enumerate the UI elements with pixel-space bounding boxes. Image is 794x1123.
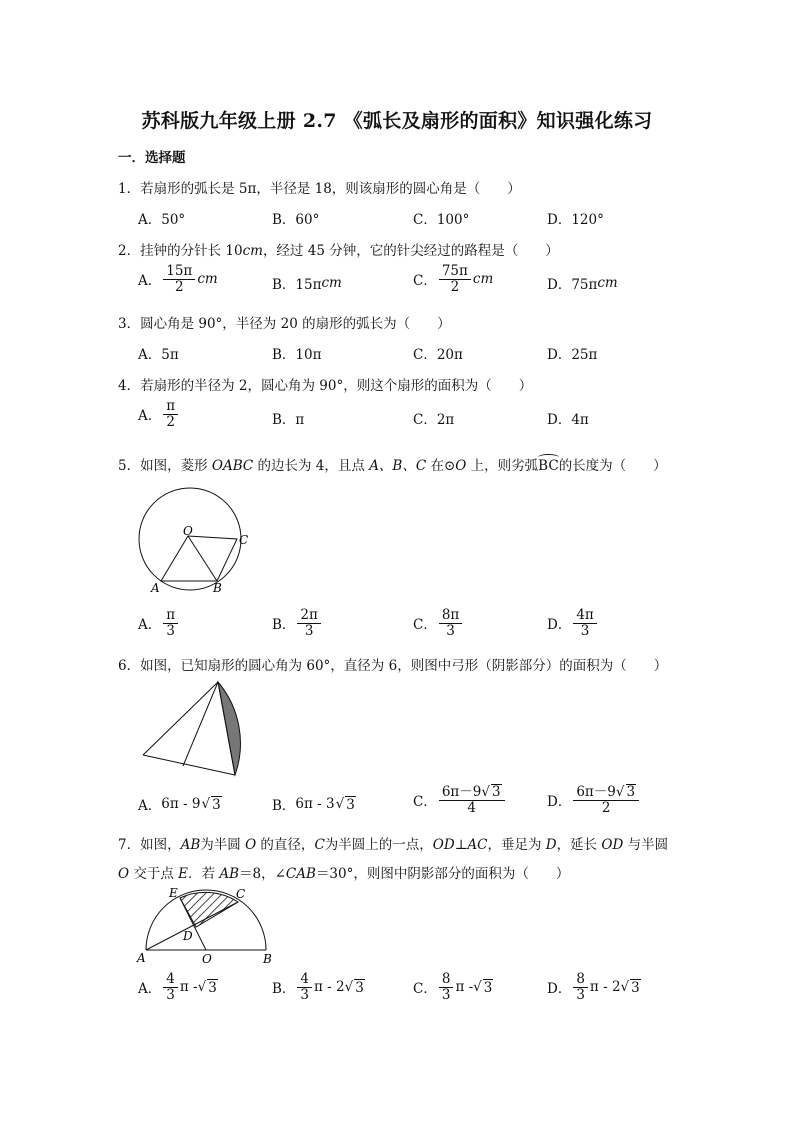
question-4: 4．若扇形的半径为 2，圆心角为 90°，则这个扇形的面积为（ ） [118, 378, 533, 394]
q5-points: A、B、C [369, 458, 427, 474]
q5-text-e: 的长度为（ ） [558, 458, 667, 474]
q6-option-c-label: C． [413, 793, 437, 810]
q6-option-c [413, 784, 507, 816]
q7-label-d: D [183, 929, 193, 943]
q5-option-d-label: D． [547, 617, 572, 634]
q6-option-d-fraction [573, 784, 639, 816]
q6-option-c-rad: 3 [492, 784, 501, 800]
q2-option-a-label: A． [138, 273, 162, 290]
q2-option-a-fraction [163, 264, 195, 295]
q5-arc-label: BC [538, 458, 559, 474]
q5-option-a-fraction [163, 608, 178, 639]
q7-option-a-num: 4 [163, 972, 178, 988]
page-title: 苏科版九年级上册 2.7 《弧长及扇形的面积》知识强化练习 [141, 110, 653, 132]
q7-option-a: A． $\frac{4}{3}$ π - √ 3 [138, 971, 217, 1003]
q6-option-b-rad: 3 [346, 796, 355, 813]
q2-option-a-den: 2 [174, 278, 184, 295]
q7-text-c: 的直径， [256, 837, 315, 853]
q5-text-d: 上，则劣弧 [466, 458, 539, 474]
q6-option-d-label: D． [547, 793, 572, 810]
q7-label-c: C [236, 887, 246, 901]
q5-label-o: O [183, 524, 193, 538]
q7-option-b-rad: 3 [355, 979, 364, 996]
q4-option-d: D．4π [547, 412, 589, 428]
q7-option-b-den: 3 [300, 986, 310, 1003]
q2-option-b-unit: cm [321, 275, 342, 291]
q3-option-d: D．25π [547, 347, 598, 363]
q6-option-a: A． 6π - 9 √ 3 [138, 796, 221, 814]
q5-option-c-label: C． [413, 617, 437, 634]
q7-text-e: ，垂足为 [487, 837, 546, 853]
q7-text-d: 为半圆上的一点， [324, 837, 433, 853]
q7-option-d-fraction [573, 972, 588, 1003]
q5-text-c: 在⊙ [426, 458, 456, 474]
q2-option-c-den: 2 [450, 278, 460, 295]
q2-text-b: ，经过 45 分钟，它的针尖经过的路程是（ ） [262, 243, 559, 259]
q4-option-a-num: π [163, 399, 178, 415]
q7-option-b: B． $\frac{4}{3}$ π - 2 √ 3 [272, 971, 364, 1003]
q7-option-a-rad: 3 [208, 979, 217, 996]
q7-option-c-den: 3 [441, 986, 451, 1003]
q5-text-a: 5．如图，菱形 [118, 458, 212, 474]
q7-option-c-rad: 3 [483, 979, 493, 996]
q7-text-j: ＝8，∠ [239, 866, 286, 882]
q4-option-a-label: A． [138, 408, 162, 425]
q5-option-a-den: 3 [166, 622, 175, 639]
question-7-line-2 [118, 862, 569, 882]
q4-option-a-fraction [163, 399, 178, 430]
q7-option-a-label: A． [138, 981, 162, 998]
q2-option-a-unit: cm [197, 271, 218, 288]
q3-option-a: A．5π [138, 347, 179, 363]
q7-od2: OD [601, 837, 624, 853]
q6-figure [140, 680, 250, 780]
q5-text-b: 的边长为 4，且点 [253, 458, 370, 474]
q6-option-d-num: 6π－9√ 3 [573, 784, 639, 801]
q5-option-b-den: 3 [304, 622, 314, 639]
q2-text-a: 2．挂钟的分针长 10 [118, 243, 243, 259]
q7-text-f: ，延长 [556, 837, 602, 853]
q5-option-c [413, 608, 464, 639]
q7-option-a-rest: π - [179, 979, 198, 996]
q7-ac: AC [467, 837, 488, 853]
q6-shaded-segment [218, 682, 240, 775]
q2-option-d-unit: cm [597, 275, 618, 291]
q7-option-b-label: B． [272, 981, 296, 998]
q6-base [143, 755, 235, 775]
q5-option-a-num: π [163, 608, 178, 624]
q7-label-a: A [137, 951, 146, 965]
q7-text-g: 与半圆 [623, 837, 669, 853]
q5-option-c-fraction [439, 608, 462, 639]
q5-option-c-num: 8π [439, 608, 462, 624]
q6-median [183, 682, 218, 766]
q6-option-d-rad: 3 [626, 784, 636, 800]
q7-option-d-num: 8 [573, 972, 588, 988]
q7-perp: ⊥ [454, 837, 468, 853]
q1-option-a: A．50° [138, 212, 186, 228]
question-5 [118, 454, 667, 474]
q2-option-c [413, 264, 493, 295]
q5-figure [133, 488, 253, 596]
q6-option-a-expr: 6π - 9 [161, 796, 201, 812]
q2-unit: cm [242, 243, 263, 259]
question-3: 3．圆心角是 90°，半径为 20 的扇形的弧长为（ ） [118, 316, 451, 332]
q6-option-a-label: A． [138, 798, 162, 814]
q2-option-d [547, 273, 618, 293]
q7-option-b-fraction [297, 972, 312, 1003]
q7-text-h: 交于点 [129, 866, 179, 882]
q2-option-c-label: C． [413, 273, 437, 290]
q6-option-b-label: B． [272, 798, 296, 814]
q6-option-c-fraction [439, 784, 505, 816]
q5-option-c-den: 3 [446, 622, 455, 639]
q7-figure [136, 886, 276, 966]
q7-option-c: C． $\frac{8}{3}$ π - √ 3 [413, 971, 493, 1003]
q6-option-b-expr: 6π - 3 [295, 796, 335, 812]
q7-label-e: E [169, 886, 178, 900]
q7-text-k: ＝30°，则图中阴影部分的面积为（ ） [315, 866, 570, 882]
q7-option-d-label: D． [547, 981, 572, 998]
q7-cab: CAB [285, 866, 316, 882]
q7-d: D [545, 837, 557, 853]
q7-label-o: O [202, 952, 212, 966]
q7-option-d: D． $\frac{8}{3}$ π - 2 √ 3 [547, 971, 640, 1003]
q6-sector-edge-left [143, 682, 218, 755]
q5-label-a: A [151, 581, 160, 595]
q7-e: E [178, 866, 189, 882]
q5-option-d [547, 608, 599, 639]
q7-option-c-label: C． [413, 981, 437, 998]
q7-option-d-den: 3 [576, 986, 585, 1003]
q6-option-d [547, 784, 641, 816]
q6-option-b: B． 6π - 3 √ 3 [272, 796, 355, 814]
question-2 [118, 239, 559, 259]
q6-option-c-den: 4 [467, 799, 477, 816]
q2-option-c-unit: cm [472, 271, 494, 288]
q7-option-c-num: 8 [439, 972, 454, 988]
q7-option-b-num: 4 [297, 972, 312, 988]
q6-option-d-den: 2 [601, 799, 611, 816]
q5-circle-o: O [455, 458, 467, 474]
q7-option-b-rest: π - 2 [314, 979, 345, 996]
question-1: 1．若扇形的弧长是 5π，半径是 18，则该扇形的圆心角是（ ） [118, 181, 521, 197]
q4-option-c: C．2π [413, 412, 455, 428]
q2-option-c-fraction [439, 264, 471, 295]
q5-option-b [272, 608, 323, 639]
q5-shape: OABC [211, 458, 254, 474]
q5-rhombus [161, 536, 237, 581]
q7-ab2: AB [219, 866, 239, 882]
q5-option-b-num: 2π [297, 608, 320, 624]
q7-option-d-rad: 3 [631, 979, 640, 996]
q7-text-i: ．若 [188, 866, 220, 882]
section-heading: 一．选择题 [118, 150, 186, 166]
q5-diagonal [188, 536, 217, 581]
q5-label-c: C [239, 533, 249, 547]
q1-option-b: B．60° [272, 212, 320, 228]
q2-option-b-text: B．15π [272, 277, 322, 293]
q5-option-a-label: A． [138, 617, 162, 634]
q4-option-a [138, 399, 180, 430]
q4-option-a-den: 2 [166, 413, 175, 430]
q1-option-c: C．100° [413, 212, 470, 228]
q5-option-b-label: B． [272, 617, 296, 634]
q4-option-b: B．π [272, 412, 305, 428]
q5-option-a [138, 608, 180, 639]
q5-option-b-fraction [297, 608, 320, 639]
q7-text-a: 7．如图， [118, 837, 181, 853]
q7-shaded-region [180, 892, 238, 927]
q7-label-b: B [263, 952, 272, 966]
q7-option-c-rest: π - [455, 979, 474, 996]
q7-option-d-rest: π - 2 [589, 979, 621, 996]
q5-option-d-den: 3 [580, 622, 590, 639]
q6-option-d-num-expr: 6π－9 [576, 784, 616, 800]
q5-option-d-fraction [573, 608, 596, 639]
q7-o: O [245, 837, 257, 853]
q7-ab: AB [180, 837, 201, 853]
question-6: 6．如图，已知扇形的圆心角为 60°，直径为 6，则图中弓形（阴影部分）的面积为（ ） [118, 658, 668, 674]
q6-option-a-rad: 3 [212, 796, 221, 813]
q2-option-c-num: 75π [439, 264, 471, 280]
q5-label-b: B [213, 581, 222, 595]
q6-option-c-num-expr: 6π－9 [441, 784, 482, 800]
q2-option-a-num: 15π [163, 264, 195, 280]
q7-od: OD [432, 837, 455, 853]
q5-option-d-num: 4π [573, 608, 596, 624]
q7-option-a-den: 3 [166, 986, 175, 1003]
q7-o2: O [118, 866, 130, 882]
q3-option-c: C．20π [413, 347, 463, 363]
q7-c: C [314, 837, 325, 853]
q2-option-a [138, 264, 218, 295]
q7-option-a-fraction [163, 972, 178, 1003]
q7-option-c-fraction [439, 972, 454, 1003]
question-7-line-1 [118, 833, 668, 853]
q2-option-d-text: D．75π [547, 277, 598, 293]
q2-option-b [272, 273, 342, 293]
q6-option-c-num: 6π－9√ 3 [439, 784, 505, 801]
q1-option-d: D．120° [547, 212, 604, 228]
q3-option-b: B．10π [272, 347, 322, 363]
q7-text-b: 为半圆 [200, 837, 246, 853]
